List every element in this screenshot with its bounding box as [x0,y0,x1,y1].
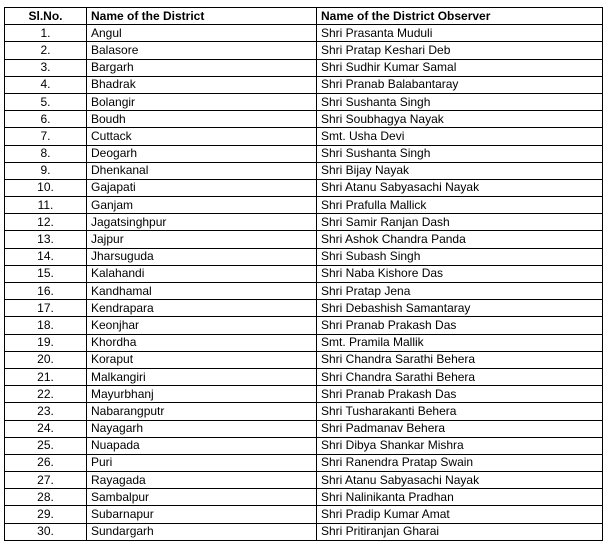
table-row [5,265,603,282]
serial-number-cell: 21. [5,368,87,385]
serial-number-cell: 18. [5,317,87,334]
district-name-cell: Puri [87,454,317,471]
table-row [5,214,603,231]
district-observer-cell: Shri Ashok Chandra Panda [317,231,603,248]
header-row [5,8,603,25]
district-name-cell: Koraput [87,351,317,368]
header-district-observer: Name of the District Observer [317,8,603,25]
header-sl-no: Sl.No. [5,8,87,25]
table-row [5,231,603,248]
serial-number-cell: 23. [5,403,87,420]
district-name-cell: Angul [87,25,317,42]
district-observer-cell: Shri Pranab Prakash Das [317,386,603,403]
serial-number-cell: 22. [5,386,87,403]
district-observer-cell: Shri Prafulla Mallick [317,197,603,214]
district-name-cell: Deogarh [87,145,317,162]
serial-number-cell: 5. [5,93,87,110]
table-row [5,472,603,489]
table-row [5,76,603,93]
district-observer-cell: Shri Naba Kishore Das [317,265,603,282]
serial-number-cell: 11. [5,197,87,214]
district-name-cell: Nuapada [87,437,317,454]
district-observer-cell: Shri Subash Singh [317,248,603,265]
table-body [5,25,603,541]
district-observer-cell: Shri Soubhagya Nayak [317,111,603,128]
table-row [5,420,603,437]
serial-number-cell: 16. [5,283,87,300]
table-row [5,403,603,420]
district-observer-cell: Shri Chandra Sarathi Behera [317,351,603,368]
district-observer-cell: Shri Sudhir Kumar Samal [317,59,603,76]
district-name-cell: Boudh [87,111,317,128]
district-name-cell: Kalahandi [87,265,317,282]
serial-number-cell: 3. [5,59,87,76]
table-row [5,454,603,471]
district-name-cell: Nayagarh [87,420,317,437]
district-observer-cell: Shri Samir Ranjan Dash [317,214,603,231]
header-district-name: Name of the District [87,8,317,25]
district-observer-cell: Shri Tusharakanti Behera [317,403,603,420]
district-observer-cell: Shri Pranab Balabantaray [317,76,603,93]
district-observer-cell: Shri Bijay Nayak [317,162,603,179]
table-row [5,334,603,351]
district-observer-cell: Smt. Pramila Mallik [317,334,603,351]
table-row [5,42,603,59]
table-row [5,317,603,334]
table-row [5,248,603,265]
serial-number-cell: 2. [5,42,87,59]
serial-number-cell: 20. [5,351,87,368]
table-row [5,145,603,162]
table-row [5,179,603,196]
district-name-cell: Bolangir [87,93,317,110]
table-row [5,128,603,145]
district-name-cell: Mayurbhanj [87,386,317,403]
district-name-cell: Bhadrak [87,76,317,93]
district-name-cell: Balasore [87,42,317,59]
district-name-cell: Dhenkanal [87,162,317,179]
table-row [5,162,603,179]
district-observer-cell: Shri Prasanta Muduli [317,25,603,42]
serial-number-cell: 26. [5,454,87,471]
serial-number-cell: 28. [5,489,87,506]
table-row [5,368,603,385]
district-observer-cell: Shri Nalinikanta Pradhan [317,489,603,506]
district-observer-cell: Shri Pradip Kumar Amat [317,506,603,523]
serial-number-cell: 12. [5,214,87,231]
district-observer-cell: Shri Sushanta Singh [317,145,603,162]
district-name-cell: Gajapati [87,179,317,196]
serial-number-cell: 19. [5,334,87,351]
table-row [5,25,603,42]
serial-number-cell: 14. [5,248,87,265]
district-name-cell: Sambalpur [87,489,317,506]
district-observer-cell: Shri Padmanav Behera [317,420,603,437]
district-name-cell: Cuttack [87,128,317,145]
table-row [5,111,603,128]
district-name-cell: Sundargarh [87,523,317,540]
serial-number-cell: 17. [5,300,87,317]
table-row [5,386,603,403]
district-observer-cell: Shri Pratap Keshari Deb [317,42,603,59]
serial-number-cell: 30. [5,523,87,540]
table-row [5,93,603,110]
district-observer-cell: Smt. Usha Devi [317,128,603,145]
serial-number-cell: 25. [5,437,87,454]
district-observer-cell: Shri Debashish Samantaray [317,300,603,317]
district-observer-cell: Shri Dibya Shankar Mishra [317,437,603,454]
district-observer-cell: Shri Chandra Sarathi Behera [317,368,603,385]
table-row [5,489,603,506]
district-name-cell: Rayagada [87,472,317,489]
district-observer-cell: Shri Pritiranjan Gharai [317,523,603,540]
district-name-cell: Kandhamal [87,283,317,300]
serial-number-cell: 1. [5,25,87,42]
serial-number-cell: 6. [5,111,87,128]
district-observer-cell: Shri Atanu Sabyasachi Nayak [317,179,603,196]
table-header [5,8,603,25]
district-name-cell: Khordha [87,334,317,351]
table-row [5,283,603,300]
serial-number-cell: 4. [5,76,87,93]
serial-number-cell: 29. [5,506,87,523]
serial-number-cell: 15. [5,265,87,282]
district-observer-table [4,7,603,541]
table-row [5,300,603,317]
district-name-cell: Subarnapur [87,506,317,523]
district-observer-cell: Shri Ranendra Pratap Swain [317,454,603,471]
serial-number-cell: 13. [5,231,87,248]
table-row [5,351,603,368]
table-row [5,506,603,523]
district-name-cell: Nabarangputr [87,403,317,420]
district-name-cell: Bargarh [87,59,317,76]
district-name-cell: Jagatsinghpur [87,214,317,231]
district-name-cell: Jharsuguda [87,248,317,265]
serial-number-cell: 27. [5,472,87,489]
district-observer-cell: Shri Pranab Prakash Das [317,317,603,334]
district-name-cell: Kendrapara [87,300,317,317]
district-observer-cell: Shri Atanu Sabyasachi Nayak [317,472,603,489]
district-name-cell: Jajpur [87,231,317,248]
table-row [5,523,603,540]
district-name-cell: Ganjam [87,197,317,214]
district-observer-cell: Shri Sushanta Singh [317,93,603,110]
serial-number-cell: 9. [5,162,87,179]
serial-number-cell: 8. [5,145,87,162]
table-row [5,59,603,76]
serial-number-cell: 10. [5,179,87,196]
serial-number-cell: 7. [5,128,87,145]
district-name-cell: Malkangiri [87,368,317,385]
table-row [5,197,603,214]
table-row [5,437,603,454]
serial-number-cell: 24. [5,420,87,437]
district-observer-cell: Shri Pratap Jena [317,283,603,300]
district-name-cell: Keonjhar [87,317,317,334]
